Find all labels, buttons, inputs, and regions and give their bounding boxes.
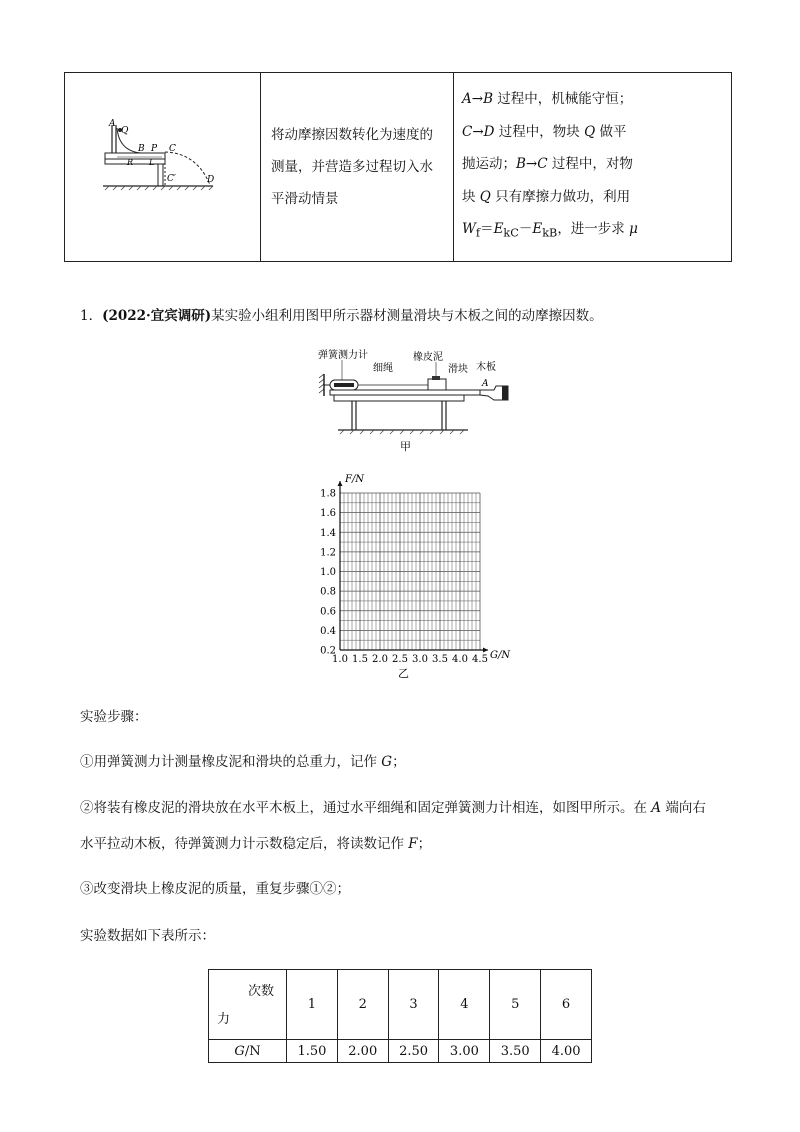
question-source: (2022·宜宾调研) xyxy=(102,308,212,324)
purpose-line-1: 将动摩擦因数转化为速度的 xyxy=(271,127,433,143)
purpose-line-2: 测量，并营造多过程切入水 xyxy=(271,159,433,175)
label-board: 木板 xyxy=(476,362,496,373)
g-value: 3.00 xyxy=(439,1040,490,1063)
g-value: 1.50 xyxy=(287,1040,338,1063)
label-spring-scale: 弹簧测力计 xyxy=(318,350,368,361)
col-header: 6 xyxy=(541,970,592,1040)
x-tick-label: 2.0 xyxy=(372,654,388,665)
figure-caption-jia: 甲 xyxy=(400,440,411,453)
label-d: D xyxy=(207,175,215,185)
y-tick-label: 1.4 xyxy=(320,527,336,539)
step-2: ②将装有橡皮泥的滑块放在水平木板上，通过水平细绳和固定弹簧测力计相连，如图甲所示。在 A 端向右 水平拉动木板，待弹簧测力计示数稳定后，将读数记作 F； xyxy=(80,800,706,852)
analysis-cell xyxy=(454,73,732,262)
track-diagram xyxy=(65,73,260,257)
y-tick-label: 1.0 xyxy=(320,567,336,578)
col-header: 4 xyxy=(439,970,490,1040)
y-tick-label: 1.8 xyxy=(320,488,336,500)
g-row xyxy=(209,1040,592,1063)
figure-caption-yi: 乙 xyxy=(398,667,409,680)
label-block: 滑块 xyxy=(448,364,468,375)
y-tick-labels xyxy=(320,489,336,657)
label-string: 细绳 xyxy=(373,363,393,374)
col-header: 2 xyxy=(337,970,388,1040)
analysis-line-4: 块 Q 只有摩擦力做功，利用 xyxy=(462,188,631,205)
analysis-line-2: C→D 过程中，物块 Q 做平 xyxy=(462,123,627,140)
label-p: P xyxy=(151,144,158,154)
label-clay: 橡皮泥 xyxy=(413,352,443,363)
question-number: 1． xyxy=(80,308,103,324)
y-tick-label: 0.4 xyxy=(320,625,336,637)
y-arrowhead xyxy=(338,481,343,486)
y-axis-label: F/N xyxy=(345,474,365,485)
y-tick-label: 0.6 xyxy=(320,606,336,618)
g-value: 3.50 xyxy=(490,1040,541,1063)
header-row xyxy=(209,970,592,1040)
x-tick-labels xyxy=(332,654,488,665)
col-header: 1 xyxy=(287,970,338,1040)
step-1: ①用弹簧测力计测量橡皮泥和滑块的总重力，记作 G； xyxy=(80,754,406,770)
question-text: 某实验小组利用图甲所示器材测量滑块与木板之间的动摩擦因数。 xyxy=(211,308,603,324)
x-arrowhead xyxy=(483,648,488,653)
x-tick-label: 4.0 xyxy=(452,654,468,665)
col-header: 5 xyxy=(490,970,541,1040)
y-tick-label: 0.8 xyxy=(320,586,336,598)
g-label: G/N xyxy=(209,1040,287,1063)
label-q: Q xyxy=(121,126,129,136)
corner-header: 次数 力 xyxy=(209,970,287,1040)
data-table xyxy=(208,969,592,1063)
analysis-line-5: $W_f=E_{kC}-E_{kB}$，进一步求 μ xyxy=(462,221,638,241)
y-tick-label: 1.6 xyxy=(320,508,336,520)
col-header: 3 xyxy=(388,970,439,1040)
step-3: ③改变滑块上橡皮泥的质量，重复步骤①②； xyxy=(80,881,350,897)
analysis-line-3: 抛运动；B→C 过程中，对物 xyxy=(462,156,633,173)
data-intro: 实验数据如下表所示： xyxy=(80,928,215,944)
x-tick-label: 1.5 xyxy=(352,654,368,665)
x-axis-label: G/N xyxy=(490,650,511,661)
f-g-graph xyxy=(300,468,520,683)
purpose-cell xyxy=(261,73,454,262)
apparatus-figure xyxy=(318,346,518,456)
purpose-line-3: 平滑动情景 xyxy=(271,191,339,207)
question-title xyxy=(80,306,603,326)
steps-heading: 实验步骤： xyxy=(80,709,148,725)
x-tick-label: 4.5 xyxy=(472,654,488,665)
label-c-prime: C′ xyxy=(167,174,176,184)
method-table xyxy=(64,72,732,262)
analysis-line-1: A→B 过程中，机械能守恒； xyxy=(462,91,633,108)
x-tick-label: 2.5 xyxy=(392,654,408,665)
x-tick-label: 3.5 xyxy=(432,654,448,665)
label-a: A xyxy=(109,119,116,129)
x-tick-label: 1.0 xyxy=(332,654,348,665)
label-c: C xyxy=(169,144,176,154)
x-tick-label: 3.0 xyxy=(412,654,428,665)
g-value: 2.00 xyxy=(337,1040,388,1063)
label-end-a: A xyxy=(482,379,489,389)
g-value: 4.00 xyxy=(541,1040,592,1063)
figure-cell xyxy=(65,73,261,262)
y-tick-label: 1.2 xyxy=(320,547,336,559)
label-b: B xyxy=(138,144,145,154)
g-value: 2.50 xyxy=(388,1040,439,1063)
label-l: L xyxy=(149,158,155,167)
graph-grid xyxy=(340,493,480,650)
y-tick-label: 0.2 xyxy=(320,645,336,657)
label-r: R xyxy=(127,158,134,167)
